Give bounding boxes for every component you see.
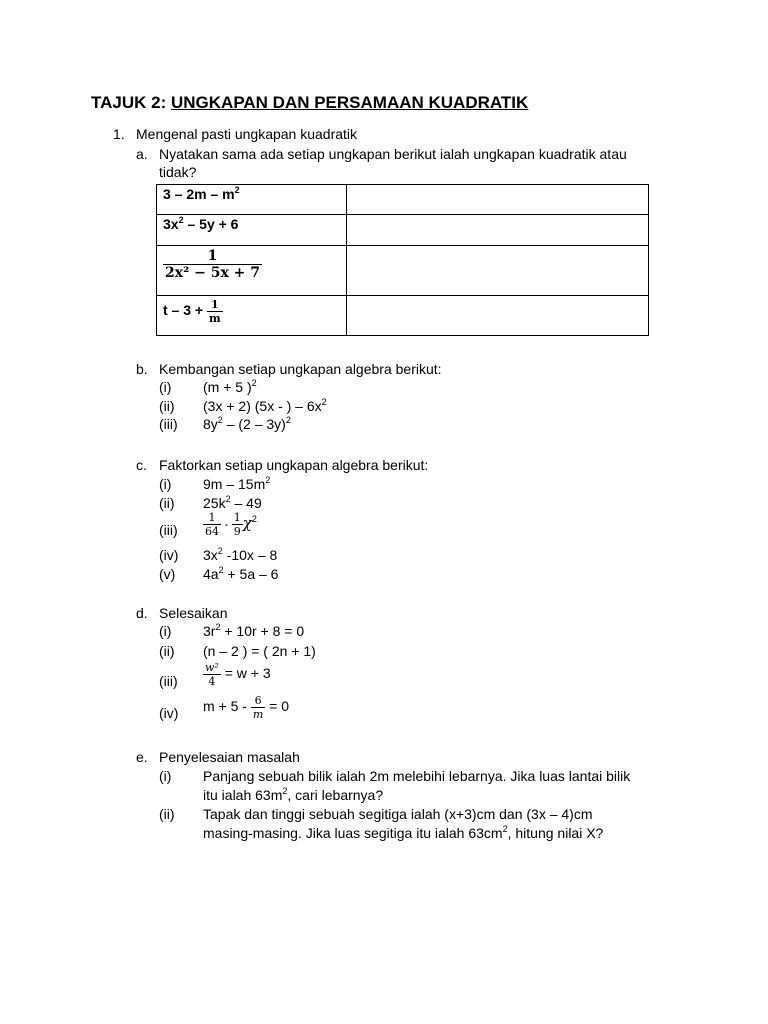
part-a-line2: tidak? xyxy=(159,164,197,180)
roman-numeral: (i) xyxy=(159,476,172,492)
expression: m + 5 - $\frac{6}{m}$ = 0 xyxy=(203,694,290,721)
expression: $25k^2 - 49$ xyxy=(203,494,262,511)
table-cell-answer[interactable] xyxy=(347,296,649,336)
table-row xyxy=(157,296,649,336)
fraction: $\frac{1}{64}$ xyxy=(205,511,219,538)
roman-numeral: (iii) xyxy=(159,522,178,538)
part-d-letter: d. xyxy=(136,605,148,621)
table-cell-expression: $3x^2 - 5y + 6$ xyxy=(157,215,347,246)
roman-numeral: (ii) xyxy=(159,806,175,822)
part-c-letter: c. xyxy=(136,457,147,473)
roman-numeral: (ii) xyxy=(159,398,175,414)
problem-line: Panjang sebuah bilik ialah 2m melebihi lebarnya. Jika luas lantai bilik xyxy=(203,768,631,784)
title-main: UNGKAPAN DAN PERSAMAAN KUADRATIK xyxy=(170,93,529,112)
q1-text: Mengenal pasti ungkapan kuadratik xyxy=(136,126,358,142)
part-b-letter: b. xyxy=(136,361,148,377)
expression: $9m - 15m^2$ xyxy=(203,475,271,492)
table-cell-answer[interactable] xyxy=(347,246,649,296)
q1-number: 1. xyxy=(113,126,125,142)
roman-numeral: (iv) xyxy=(159,705,179,721)
part-c-text: Faktorkan setiap ungkapan algebra berikut: xyxy=(159,457,429,473)
quadratic-table xyxy=(156,184,649,336)
roman-numeral: (ii) xyxy=(159,643,175,659)
fraction: $\frac{6}{m}$ xyxy=(252,694,264,721)
table-cell-expression xyxy=(157,246,347,296)
roman-numeral: (iii) xyxy=(159,673,178,689)
part-b-text: Kembangan setiap ungkapan algebra berikut: xyxy=(159,361,442,377)
roman-numeral: (i) xyxy=(159,623,172,639)
part-e-text: Penyelesaian masalah xyxy=(159,749,300,765)
expression: (n – 2 ) = ( 2n + 1) xyxy=(203,643,316,659)
table-cell-answer[interactable] xyxy=(347,185,649,215)
fraction: $\frac{1}{9}$ xyxy=(233,511,241,538)
problem-line: Tapak dan tinggi sebuah segitiga ialah (x+3)cm dan (3x – 4)cm xyxy=(203,806,593,822)
part-d-text: Selesaikan xyxy=(159,605,228,621)
expression: $4a^2 + 5a - 6$ xyxy=(203,565,279,582)
table-cell-answer[interactable] xyxy=(347,215,649,246)
roman-numeral: (i) xyxy=(159,768,172,784)
problem-line: itu ialah $63m^2$, cari lebarnya? xyxy=(203,786,384,803)
roman-numeral: (v) xyxy=(159,566,176,582)
part-a-line1: Nyatakan sama ada setiap ungkapan berikut ialah ungkapan kuadratik atau xyxy=(159,146,627,162)
title-prefix: TAJUK 2: xyxy=(91,93,171,112)
part-a-letter: a. xyxy=(136,146,148,162)
fraction: $\frac{1}{m}$ xyxy=(208,298,221,325)
roman-numeral: (iii) xyxy=(159,416,178,432)
expression: (m + 5 )$^2$ xyxy=(203,378,257,395)
roman-numeral: (iv) xyxy=(159,547,179,563)
expression: $8y^2 - (2 - 3y)^2$ xyxy=(203,415,291,432)
roman-numeral: (ii) xyxy=(159,495,175,511)
expression: $3r^2 + 10r + 8 = 0$ xyxy=(203,622,305,639)
page-title xyxy=(91,93,528,113)
table-cell-expression: t – 3 + $\frac{1}{m}$ xyxy=(157,296,347,336)
expression: (3x + 2) (5x - ) – $6x^2$ xyxy=(203,397,327,414)
table-row xyxy=(157,185,649,215)
expression: $\frac{\text{w²}}{4}$ = w + 3 xyxy=(205,661,271,688)
table-cell-expression: $3 - 2m - m^2$ xyxy=(157,185,347,215)
part-e-letter: e. xyxy=(136,749,148,765)
table-row xyxy=(157,215,649,246)
expression: $3x^2$ -10x – 8 xyxy=(203,546,278,563)
problem-line: masing-masing. Jika luas segitiga itu ialah $63cm^2$, hitung nilai X? xyxy=(203,824,604,841)
expression: $\frac{1}{64}$ - $\frac{1}{9}$ $\chi^2$ xyxy=(205,511,257,538)
roman-numeral: (i) xyxy=(159,379,172,395)
fraction: $\frac{1}{\text{2x² − 5x + 7}}$ xyxy=(165,248,261,281)
fraction: $\frac{\text{w²}}{4}$ xyxy=(205,661,219,688)
table-row xyxy=(157,246,649,296)
